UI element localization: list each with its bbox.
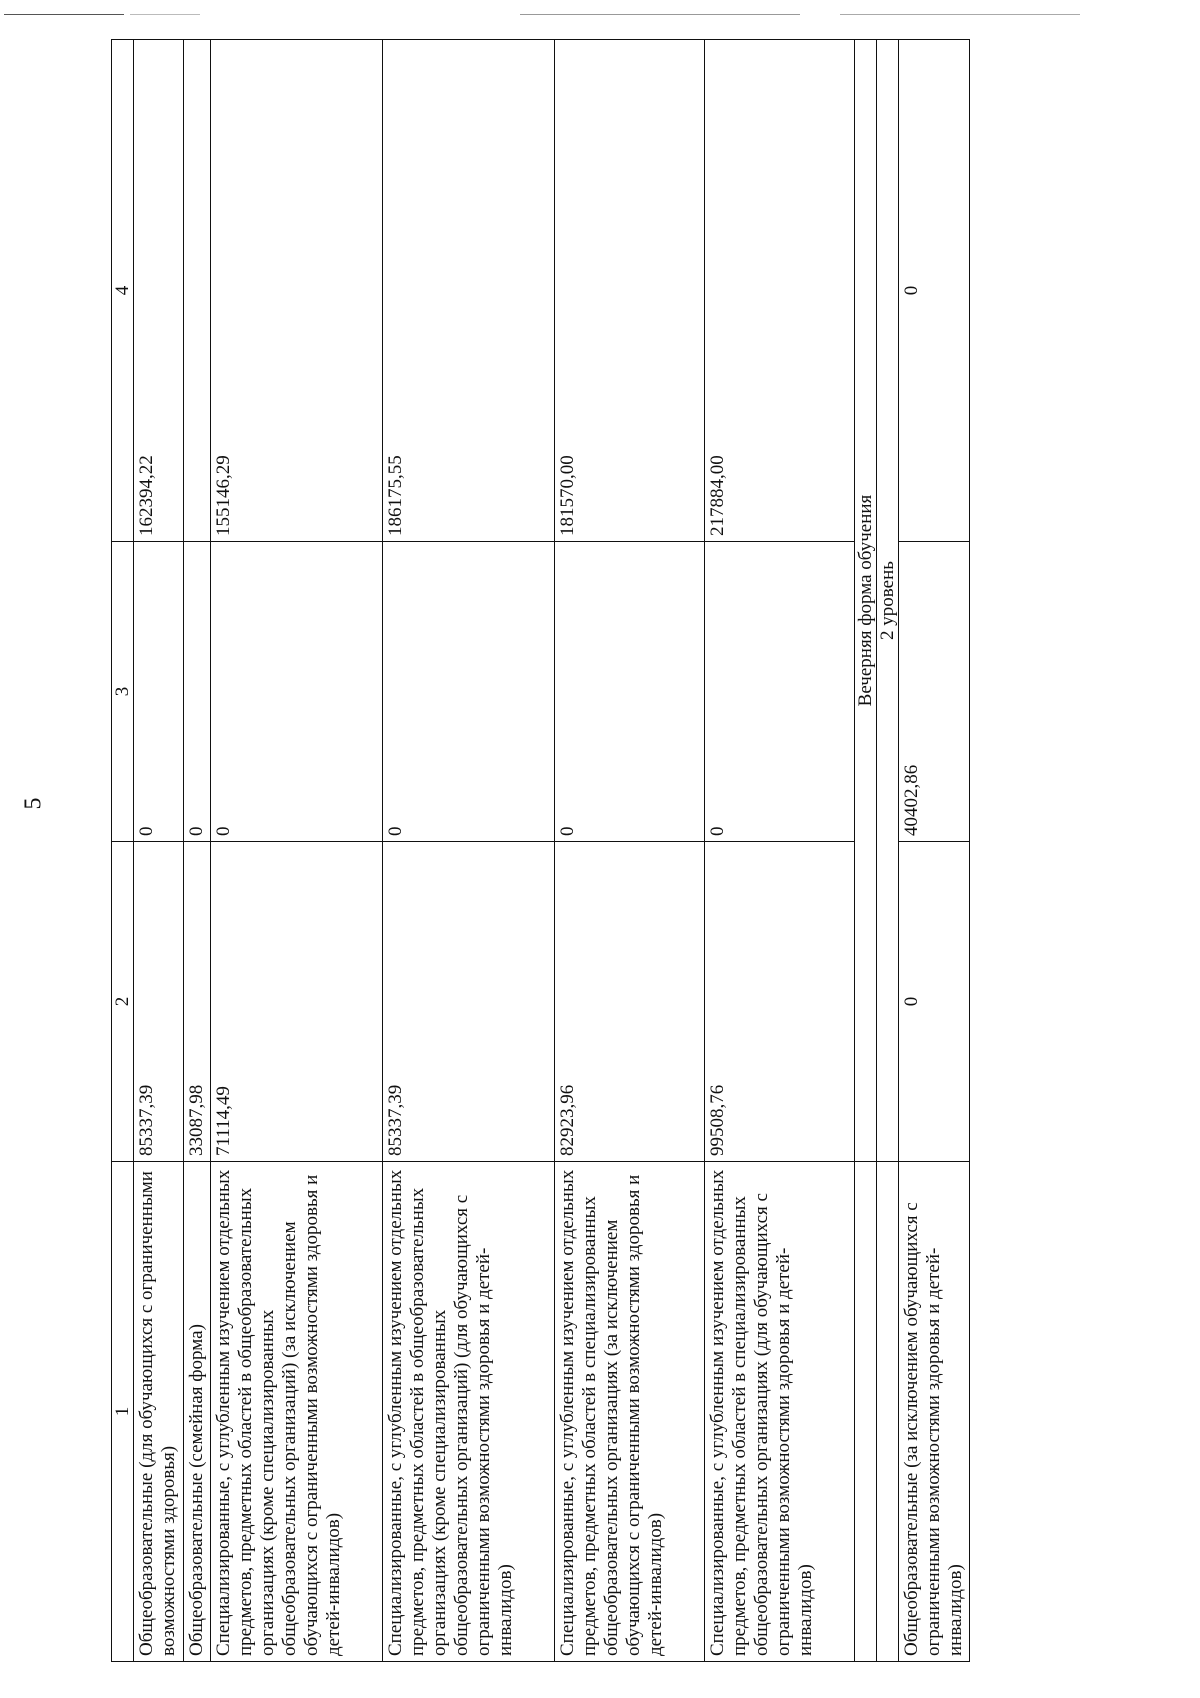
row-value-3: 40402,86 [899,542,970,842]
rotated-table-container [111,40,966,1662]
row-name: Специализированные, с углубленным изучением отдельных предметов, предметных областей в специализированных общеобразовательных организациях (за исключением обучающихся с ограниченными возможностями здоровья и детей-инвалидов) [555,1162,705,1662]
header-col-2: 2 [112,842,134,1162]
funding-table [111,39,970,1662]
row-value-2: 0 [899,842,970,1162]
row-value-4: 162394,22 [134,40,184,542]
scan-mark [840,14,1080,15]
table-header-row [112,40,134,1662]
row-value-2: 71114,49 [211,842,383,1162]
row-value-2: 85337,39 [134,842,184,1162]
row-name: Специализированные, с углубленным изучением отдельных предметов, предметных областей в специализированных общеобразовательных организациях (для обучающихся с ограниченными возможностями здоровья и детей-инвалидов) [705,1162,855,1662]
row-value-4 [184,40,211,542]
row-value-3: 0 [211,542,383,842]
subsection-title: 2 уровень [877,40,899,1162]
table-row [134,40,184,1662]
row-value-4: 0 [899,40,970,542]
row-value-2: 99508,76 [705,842,855,1162]
table-row [555,40,705,1662]
row-value-2: 82923,96 [555,842,705,1162]
row-value-4: 217884,00 [705,40,855,542]
row-value-4: 155146,29 [211,40,383,542]
scan-mark [4,14,124,15]
row-value-3: 0 [134,542,184,842]
row-value-4: 181570,00 [555,40,705,542]
row-name: Специализированные, с углубленным изучением отдельных предметов, предметных областей в общеобразовательных организациях (кроме специализированных общеобразовательных организаций) (за исключением обучающихся с ограниченными возможностями здоровья и детей-инвалидов) [211,1162,383,1662]
header-col-1: 1 [112,1162,134,1662]
row-value-3: 0 [184,542,211,842]
header-col-4: 4 [112,40,134,542]
row-name: Общеобразовательные (за исключением обучающихся с ограниченными возможностями здоровья и детей-инвалидов) [899,1162,970,1662]
section-spacer [855,1162,877,1662]
header-col-3: 3 [112,542,134,842]
row-value-3: 0 [383,542,555,842]
row-value-2: 33087,98 [184,842,211,1162]
row-value-2: 85337,39 [383,842,555,1162]
section-row [855,40,877,1662]
scan-mark [130,14,200,15]
page-number: 5 [20,797,47,810]
row-name: Общеобразовательные (семейная форма) [184,1162,211,1662]
row-value-3: 0 [705,542,855,842]
table-row [184,40,211,1662]
subsection-row [877,40,899,1662]
table-row [899,40,970,1662]
section-title: Вечерняя форма обучения [855,40,877,1162]
table-row [383,40,555,1662]
row-name: Общеобразовательные (для обучающихся с ограниченными возможностями здоровья) [134,1162,184,1662]
table-row [211,40,383,1662]
row-value-4: 186175,55 [383,40,555,542]
table-row [705,40,855,1662]
row-value-3: 0 [555,542,705,842]
row-name: Специализированные, с углубленным изучением отдельных предметов, предметных областей в общеобразовательных организациях (кроме специализированных общеобразовательных организаций) (для обучающихся с ограниченными возможностями здоровья и детей-инвалидов) [383,1162,555,1662]
subsection-spacer [877,1162,899,1662]
scan-mark [520,14,800,15]
